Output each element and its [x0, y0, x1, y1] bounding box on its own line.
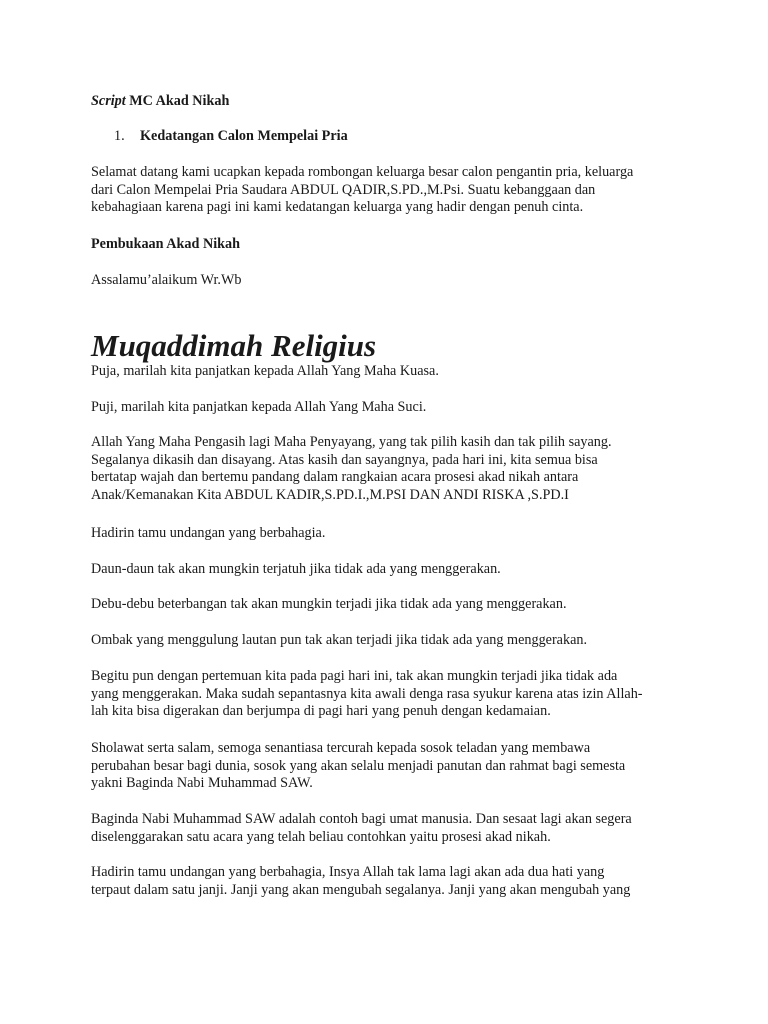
paragraph-line: Sholawat serta salam, semoga senantiasa tercurah kepada sosok teladan yang membawa — [91, 740, 591, 756]
numbered-heading — [91, 128, 691, 146]
list-number: 1. — [114, 128, 125, 144]
paragraph: Puja, marilah kita panjatkan kepada Allah Yang Maha Kuasa. — [91, 363, 439, 379]
paragraph — [91, 811, 691, 846]
paragraph: Puji, marilah kita panjatkan kepada Allah Yang Maha Suci. — [91, 399, 427, 415]
paragraph-line: diselenggarakan satu acara yang telah beliau contohkan yaitu prosesi akad nikah. — [91, 828, 551, 845]
paragraph — [91, 668, 691, 721]
document-title-italic: Script — [91, 93, 126, 109]
paragraph-line: dari Calon Mempelai Pria Saudara ABDUL QADIR,S.PD.,M.Psi. Suatu kebanggaan dan — [91, 181, 596, 198]
paragraph-line: Segalanya dikasih dan disayang. Atas kasih dan sayangnya, pada hari ini, kita semua bisa — [91, 451, 598, 468]
paragraph — [91, 434, 691, 504]
paragraph-line: Baginda Nabi Muhammad SAW adalah contoh bagi umat manusia. Dan sesaat lagi akan segera — [91, 811, 632, 827]
big-heading: Muqaddimah Religius — [91, 327, 377, 363]
paragraph-line: perubahan besar bagi dunia, sosok yang akan selalu menjadi panutan dan rahmat bagi semesta — [91, 757, 626, 774]
paragraph-line: Allah Yang Maha Pengasih lagi Maha Penyayang, yang tak pilih kasih dan tak pilih sayang. — [91, 434, 612, 450]
paragraph — [91, 740, 691, 793]
paragraph-line: yang menggerakan. Maka sudah sepantasnya kita awali denga rasa syukur karena atas izin Allah- — [91, 685, 643, 702]
paragraph: Ombak yang menggulung lautan pun tak akan terjadi jika tidak ada yang menggerakan. — [91, 632, 588, 648]
numbered-heading-text: Kedatangan Calon Mempelai Pria — [140, 128, 348, 144]
paragraph: Debu-debu beterbangan tak akan mungkin terjadi jika tidak ada yang menggerakan. — [91, 596, 567, 612]
paragraph-line: bertatap wajah dan bertemu pandang dalam rangkaian acara prosesi akad nikah antara — [91, 469, 579, 485]
paragraph: Daun-daun tak akan mungkin terjatuh jika tidak ada yang menggerakan. — [91, 561, 501, 577]
paragraph-line: yakni Baginda Nabi Muhammad SAW. — [91, 775, 313, 791]
paragraph — [91, 864, 691, 899]
paragraph-line: lah kita bisa digerakan dan berjumpa di pagi hari yang penuh dengan kedamaian. — [91, 703, 551, 719]
section-heading: Pembukaan Akad Nikah — [91, 236, 241, 252]
paragraph: Hadirin tamu undangan yang berbahagia. — [91, 525, 326, 541]
paragraph-line: Hadirin tamu undangan yang berbahagia, Insya Allah tak lama lagi akan ada dua hati yang — [91, 864, 605, 880]
welcome-paragraph — [91, 164, 691, 217]
paragraph-line: terpaut dalam satu janji. Janji yang akan mengubah segalanya. Janji yang akan mengubah yang — [91, 881, 631, 898]
paragraph-line: Begitu pun dengan pertemuan kita pada pagi hari ini, tak akan mungkin terjadi jika tidak ada — [91, 668, 618, 684]
paragraph-line: Anak/Kemanakan Kita ABDUL KADIR,S.PD.I.,M.PSI DAN ANDI RISKA ,S.PD.I — [91, 486, 569, 503]
document-title-rest: MC Akad Nikah — [125, 93, 230, 109]
paragraph-line: Selamat datang kami ucapkan kepada rombongan keluarga besar calon pengantin pria, keluarga — [91, 164, 634, 180]
document-title — [91, 93, 691, 111]
paragraph-line: kebahagiaan karena pagi ini kami kedatangan keluarga yang hadir dengan penuh cinta. — [91, 199, 584, 215]
greeting-line: Assalamu’alaikum Wr.Wb — [91, 272, 242, 288]
